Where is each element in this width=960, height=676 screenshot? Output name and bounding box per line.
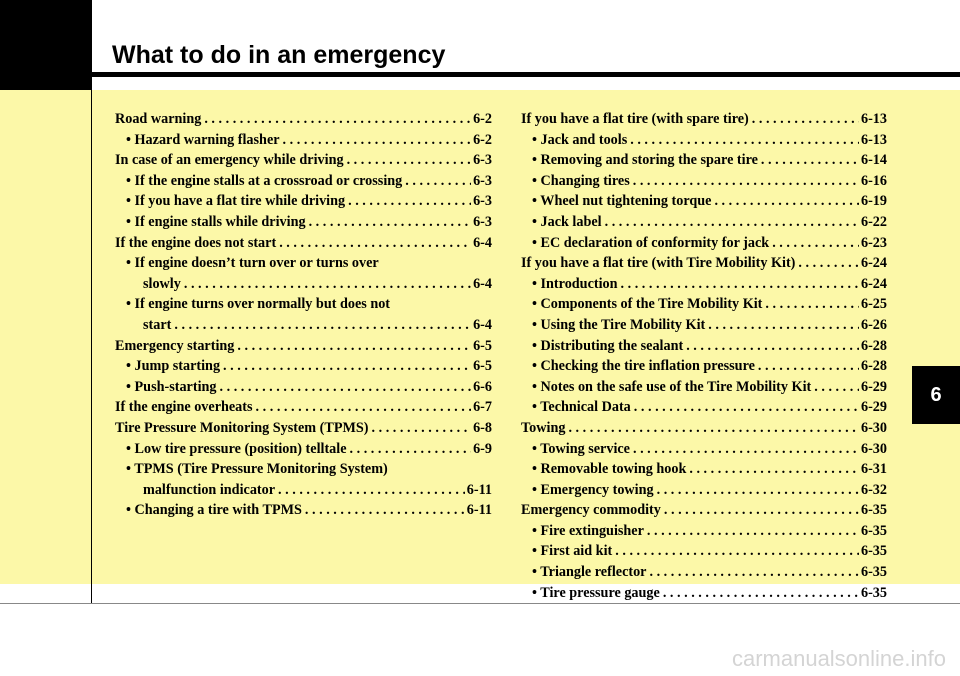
- dot-leader: [223, 356, 471, 377]
- dot-leader: [615, 541, 859, 562]
- dot-leader: [765, 294, 859, 315]
- toc-entry-title: • Jack and tools: [532, 131, 628, 148]
- dot-leader: [309, 212, 472, 233]
- toc-entry-title: • Wheel nut tightening torque: [532, 193, 712, 210]
- toc-subentry[interactable]: [521, 212, 887, 233]
- toc-subentry[interactable]: [115, 171, 492, 192]
- toc-page-number: 6-4: [473, 234, 492, 251]
- dot-leader: [278, 480, 465, 501]
- toc-entry-title: start: [143, 316, 172, 333]
- toc-entry[interactable]: [115, 109, 492, 130]
- dot-leader: [798, 253, 859, 274]
- toc-entry-title: slowly: [143, 275, 181, 292]
- dot-leader: [664, 500, 859, 521]
- toc-page-number: 6-5: [473, 358, 492, 375]
- dot-leader: [758, 356, 859, 377]
- toc-page-number: 6-19: [860, 193, 887, 210]
- toc-subentry[interactable]: [115, 356, 492, 377]
- toc-entry-title: • EC declaration of conformity for jack: [532, 234, 770, 251]
- toc-entry-title: Emergency commodity: [521, 502, 661, 519]
- toc-subentry[interactable]: [521, 583, 887, 604]
- dot-leader: [350, 439, 472, 460]
- toc-entry-title: • Hazard warning flasher: [126, 131, 280, 148]
- toc-entry-title: • Removing and storing the spare tire: [532, 152, 758, 169]
- dot-leader: [348, 191, 471, 212]
- toc-entry-title: • Using the Tire Mobility Kit: [532, 316, 706, 333]
- toc-page-number: 6-11: [466, 502, 492, 519]
- dot-leader: [814, 377, 859, 398]
- toc-subentry[interactable]: [521, 171, 887, 192]
- toc-page-number: 6-25: [860, 296, 887, 313]
- toc-subentry[interactable]: [115, 130, 492, 151]
- toc-entry-title: Towing: [521, 419, 566, 436]
- toc-page-number: 6-2: [473, 131, 492, 148]
- toc-subentry[interactable]: [521, 541, 887, 562]
- dot-leader: [708, 315, 859, 336]
- toc-entry-title: • Introduction: [532, 275, 618, 292]
- dot-leader: [663, 583, 859, 604]
- toc-entry-title: • If engine doesn’t turn over or turns over: [126, 255, 379, 272]
- dot-leader: [305, 500, 465, 521]
- dot-leader: [347, 150, 472, 171]
- toc-subentry[interactable]: [521, 397, 887, 418]
- toc-entry-title: Tire Pressure Monitoring System (TPMS): [115, 419, 369, 436]
- toc-subentry[interactable]: [521, 315, 887, 336]
- toc-entry-title: malfunction indicator: [143, 481, 276, 498]
- toc-subentry[interactable]: [521, 562, 887, 583]
- toc-entry-title: • Jump starting: [126, 358, 221, 375]
- dot-leader: [752, 109, 859, 130]
- dot-leader: [184, 274, 471, 295]
- toc-subentry[interactable]: [115, 500, 492, 521]
- dot-leader: [647, 521, 859, 542]
- toc-entry-title: • Technical Data: [532, 399, 631, 416]
- toc-entry-title: • If engine turns over normally but does not: [126, 296, 391, 313]
- toc-page-number: 6-22: [860, 213, 887, 230]
- toc-page-number: 6-24: [860, 275, 887, 292]
- toc-entry[interactable]: [115, 233, 492, 254]
- toc-page-number: 6-30: [860, 419, 887, 436]
- toc-entry-title: If you have a flat tire (with Tire Mobility Kit): [521, 255, 796, 272]
- dot-leader: [714, 191, 859, 212]
- toc-entry-title: • Jack label: [532, 213, 602, 230]
- toc-page-number: 6-16: [860, 172, 887, 189]
- dot-leader: [174, 315, 471, 336]
- toc-page-number: 6-4: [473, 275, 492, 292]
- toc-subentry[interactable]: [521, 356, 887, 377]
- toc-entry-title: • Towing service: [532, 440, 630, 457]
- dot-leader: [568, 418, 859, 439]
- toc-entry-title: • If you have a flat tire while driving: [126, 193, 346, 210]
- toc-page-number: 6-24: [860, 255, 887, 272]
- toc-subentry[interactable]: [521, 336, 887, 357]
- toc-page-number: 6-29: [860, 399, 887, 416]
- toc-page-number: 6-28: [860, 358, 887, 375]
- toc-entry[interactable]: [521, 500, 887, 521]
- dot-leader: [256, 397, 472, 418]
- toc-page-number: 6-35: [860, 522, 887, 539]
- toc-subentry[interactable]: [115, 294, 492, 315]
- toc-right-column: [521, 109, 887, 603]
- toc-entry-title: If the engine overheats: [115, 399, 253, 416]
- toc-entry-title: • If the engine stalls at a crossroad or crossing: [126, 172, 403, 189]
- toc-entry-title: • Changing tires: [532, 172, 630, 189]
- dot-leader: [372, 418, 472, 439]
- toc-subentry[interactable]: [521, 191, 887, 212]
- toc-entry[interactable]: [115, 418, 492, 439]
- toc-entry[interactable]: [115, 150, 492, 171]
- toc-subentry[interactable]: [521, 130, 887, 151]
- toc-entry-title: Road warning: [115, 111, 202, 127]
- toc-subentry[interactable]: [115, 377, 492, 398]
- toc-page-number: 6-13: [860, 111, 887, 127]
- toc-page-number: 6-29: [860, 378, 887, 395]
- toc-entry-title: • Emergency towing: [532, 481, 654, 498]
- dot-leader: [649, 562, 859, 583]
- toc-subentry[interactable]: [521, 233, 887, 254]
- dot-leader: [283, 130, 472, 151]
- dot-leader: [405, 171, 471, 192]
- toc-page-number: 6-23: [860, 234, 887, 251]
- toc-entry-title: • If engine stalls while driving: [126, 213, 306, 230]
- toc-page-number: 6-14: [860, 152, 887, 169]
- toc-entry-title: • Fire extinguisher: [532, 522, 644, 539]
- toc-page-number: 6-4: [473, 316, 492, 333]
- toc-page-number: 6-26: [860, 316, 887, 333]
- toc-page-number: 6-35: [860, 543, 887, 560]
- toc-subentry[interactable]: [521, 439, 887, 460]
- toc-page-number: 6-35: [860, 502, 887, 519]
- toc-subentry[interactable]: [521, 521, 887, 542]
- toc-entry-title: • Distributing the sealant: [532, 337, 684, 354]
- toc-entry-title: • Tire pressure gauge: [532, 584, 660, 601]
- toc-entry-title: • Checking the tire inflation pressure: [532, 358, 755, 375]
- toc-subentry[interactable]: [521, 480, 887, 501]
- toc-entry[interactable]: [521, 253, 887, 274]
- toc-page-number: 6-3: [473, 152, 492, 169]
- toc-subentry[interactable]: [521, 150, 887, 171]
- dot-leader: [621, 274, 859, 295]
- dot-leader: [761, 150, 859, 171]
- toc-page-number: 6-35: [860, 564, 887, 581]
- dot-leader: [220, 377, 472, 398]
- toc-entry-title: • Triangle reflector: [532, 564, 647, 581]
- toc-subentry[interactable]: [115, 274, 492, 295]
- toc-entry[interactable]: [521, 109, 887, 130]
- toc-entry-title: • Components of the Tire Mobility Kit: [532, 296, 763, 313]
- toc-entry-title: • TPMS (Tire Pressure Monitoring System): [126, 461, 388, 478]
- toc-subentry[interactable]: [115, 315, 492, 336]
- dot-leader: [630, 130, 859, 151]
- dot-leader: [279, 233, 471, 254]
- toc-page-number: 6-6: [473, 378, 492, 395]
- dot-leader: [657, 480, 859, 501]
- toc-page-number: 6-5: [473, 337, 492, 354]
- toc-entry[interactable]: [115, 336, 492, 357]
- toc-page-number: 6-9: [473, 440, 492, 457]
- toc-subentry[interactable]: [521, 274, 887, 295]
- toc-subentry[interactable]: [115, 191, 492, 212]
- toc-entry-title: In case of an emergency while driving: [115, 152, 344, 169]
- dot-leader: [237, 336, 471, 357]
- toc-page-number: 6-3: [473, 193, 492, 210]
- toc-subentry[interactable]: [115, 253, 492, 274]
- toc-subentry[interactable]: [521, 377, 887, 398]
- dot-leader: [633, 171, 859, 192]
- toc-entry-title: If the engine does not start: [115, 234, 277, 251]
- toc-subentry[interactable]: [115, 459, 492, 480]
- toc-page-number: 6-35: [860, 584, 887, 601]
- toc-page-number: 6-11: [466, 481, 492, 498]
- toc-entry[interactable]: [521, 418, 887, 439]
- toc-entry-title: If you have a flat tire (with spare tire): [521, 111, 749, 127]
- toc-page-number: 6-13: [860, 131, 887, 148]
- toc-page-number: 6-8: [473, 419, 492, 436]
- toc-entry-title: • Notes on the safe use of the Tire Mobility Kit: [532, 378, 812, 395]
- toc-page-number: 6-28: [860, 337, 887, 354]
- toc-subentry[interactable]: [115, 212, 492, 233]
- toc-subentry[interactable]: [115, 439, 492, 460]
- toc-subentry[interactable]: [521, 459, 887, 480]
- dot-leader: [686, 336, 859, 357]
- toc-subentry[interactable]: [115, 480, 492, 501]
- toc-page-number: 6-7: [473, 399, 492, 416]
- corner-block: [0, 0, 91, 90]
- toc-subentry[interactable]: [521, 294, 887, 315]
- toc-entry-title: • Low tire pressure (position) telltale: [126, 440, 347, 457]
- toc-entry-title: • Changing a tire with TPMS: [126, 502, 302, 519]
- toc-page-number: 6-3: [473, 172, 492, 189]
- dot-leader: [772, 233, 859, 254]
- dot-leader: [634, 397, 859, 418]
- toc-page-number: 6-31: [860, 461, 887, 478]
- toc-left-column: [115, 109, 492, 521]
- title-underline: [91, 72, 960, 77]
- page-title: What to do in an emergency: [112, 41, 446, 69]
- toc-entry-title: • First aid kit: [532, 543, 613, 560]
- watermark: carmanualsonline.info: [731, 646, 946, 671]
- dot-leader: [689, 459, 859, 480]
- toc-entry-title: Emergency starting: [115, 337, 235, 354]
- dot-leader: [204, 109, 471, 130]
- toc-page-number: 6-30: [860, 440, 887, 457]
- dot-leader: [633, 439, 859, 460]
- toc-entry-title: • Push-starting: [126, 378, 217, 395]
- toc-page-number: 6-3: [473, 213, 492, 230]
- dot-leader: [605, 212, 859, 233]
- toc-page-number: 6-32: [860, 481, 887, 498]
- panel-divider: [91, 90, 92, 584]
- toc-page-number: 6-2: [473, 111, 492, 127]
- chapter-tab[interactable]: 6: [912, 366, 960, 424]
- toc-entry-title: • Removable towing hook: [532, 461, 687, 478]
- toc-entry[interactable]: [115, 397, 492, 418]
